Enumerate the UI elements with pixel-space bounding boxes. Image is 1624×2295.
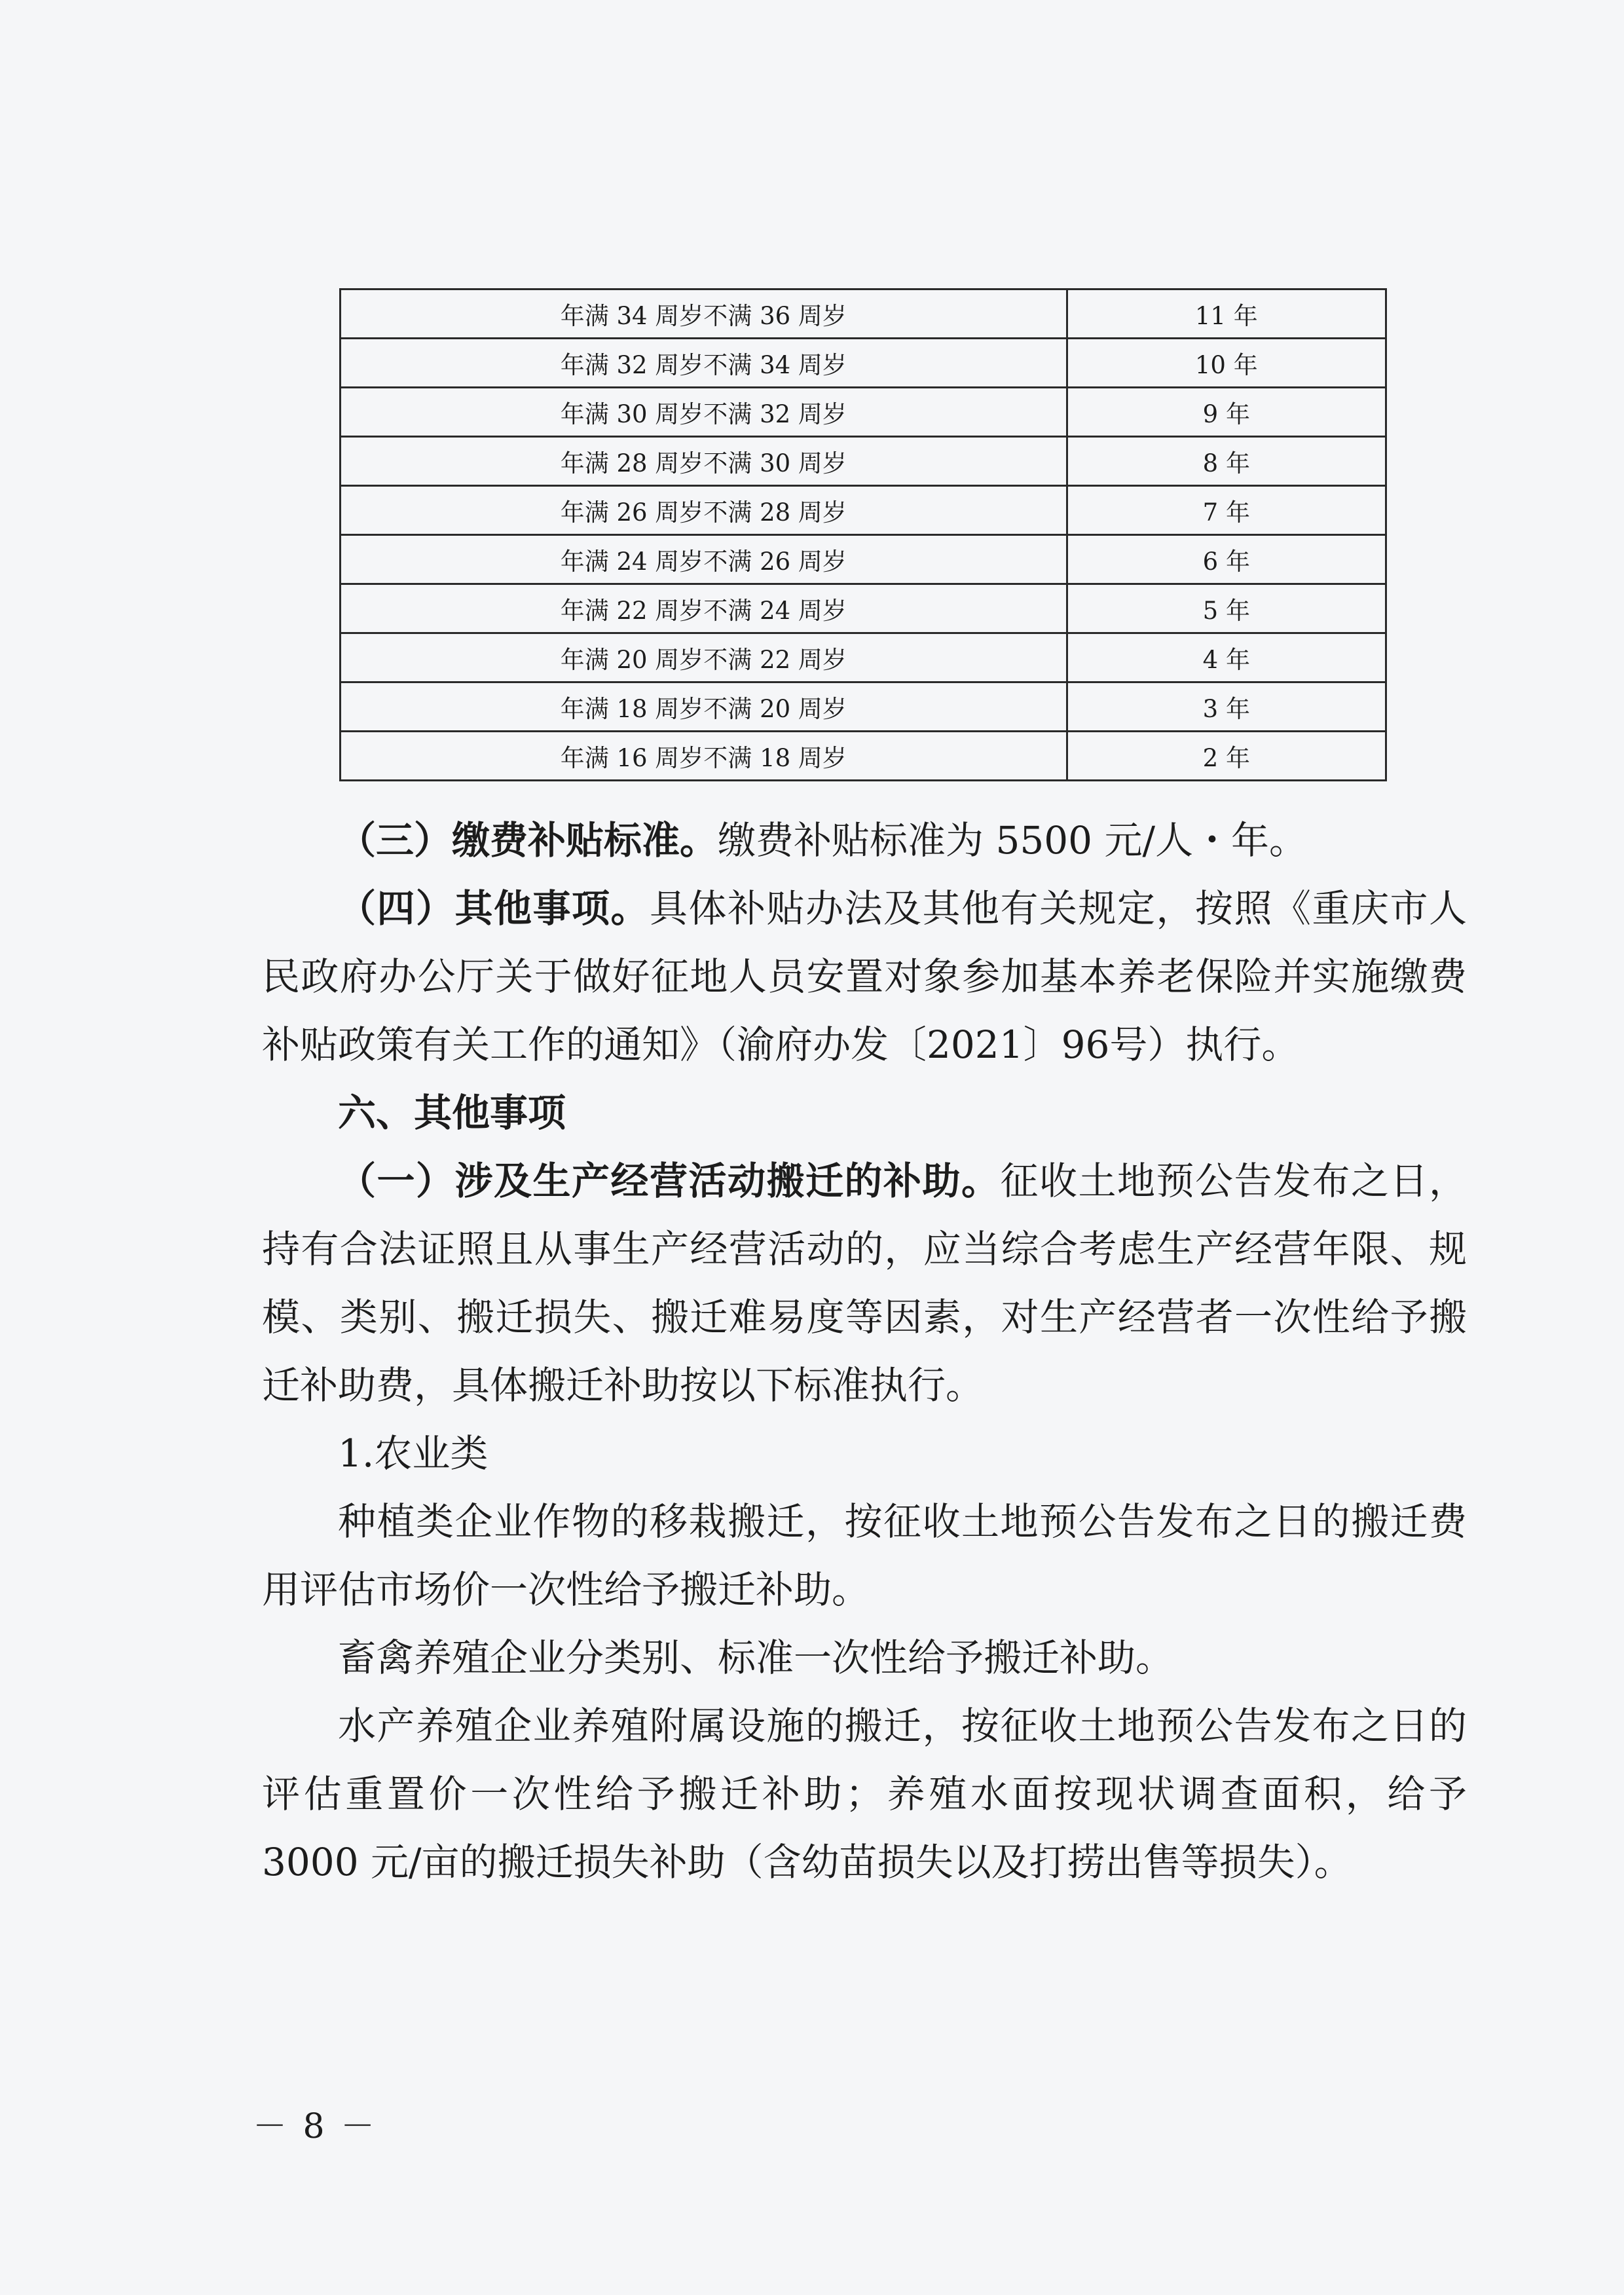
paragraph-aquaculture: 水产养殖企业养殖附属设施的搬迁，按征收土地预公告发布之日的评估重置价一次性给予搬迁补助；养殖水面按现状调查面积，给予 3000 元/亩的搬迁损失补助（含幼苗损失以及打捞出售等损失）。	[262, 1704, 1467, 1884]
age-range-cell: 年满 26 周岁不满 28 周岁	[341, 486, 1067, 535]
paragraph-label: （四）其他事项。	[338, 886, 650, 931]
years-cell: 3 年	[1067, 682, 1386, 732]
table-row	[341, 682, 1386, 732]
paragraph-contribution-standard	[262, 806, 1467, 874]
age-range-cell: 年满 16 周岁不满 18 周岁	[341, 732, 1067, 781]
paragraph-other-matters	[262, 874, 1467, 1079]
paragraph-label: （一）涉及生产经营活动搬迁的补助。	[338, 1159, 1001, 1203]
age-range-cell: 年满 18 周岁不满 20 周岁	[341, 682, 1067, 732]
table-row	[341, 732, 1386, 781]
table-row	[341, 289, 1386, 339]
years-cell: 7 年	[1067, 486, 1386, 535]
years-cell: 2 年	[1067, 732, 1386, 781]
age-range-cell: 年满 20 周岁不满 22 周岁	[341, 633, 1067, 682]
table-row	[341, 584, 1386, 633]
years-cell: 5 年	[1067, 584, 1386, 633]
age-range-cell: 年满 22 周岁不满 24 周岁	[341, 584, 1067, 633]
item-title-agriculture: 1.农业类	[338, 1431, 489, 1476]
table-row	[341, 388, 1386, 437]
years-cell: 11 年	[1067, 289, 1386, 339]
table-row	[341, 535, 1386, 584]
years-cell: 8 年	[1067, 437, 1386, 486]
age-range-cell: 年满 28 周岁不满 30 周岁	[341, 437, 1067, 486]
years-cell: 10 年	[1067, 339, 1386, 388]
years-cell: 6 年	[1067, 535, 1386, 584]
paragraph-text: 征收土地预公告发布之日，持有合法证照且从事生产经营活动的，应当综合考虑生产经营年限、规模、类别、搬迁损失、搬迁难易度等因素，对生产经营者一次性给予搬迁补助费，具体搬迁补助按以下标准执行。	[262, 1159, 1467, 1408]
age-range-cell: 年满 34 周岁不满 36 周岁	[341, 289, 1067, 339]
age-range-cell: 年满 24 周岁不满 26 周岁	[341, 535, 1067, 584]
paragraph-relocation-subsidy	[262, 1147, 1467, 1419]
table-row	[341, 339, 1386, 388]
table-row	[341, 486, 1386, 535]
paragraph-text: 缴费补贴标准为 5500 元/人・年。	[718, 818, 1308, 863]
years-cell: 9 年	[1067, 388, 1386, 437]
table-row	[341, 633, 1386, 682]
age-years-table	[339, 288, 1387, 781]
age-range-cell: 年满 32 周岁不满 34 周岁	[341, 339, 1067, 388]
page-number: － 8 －	[253, 2107, 378, 2146]
years-cell: 4 年	[1067, 633, 1386, 682]
section-heading: 六、其他事项	[338, 1091, 566, 1135]
table-body	[341, 289, 1386, 781]
paragraph-text: 具体补贴办法及其他有关规定，按照《重庆市人民政府办公厅关于做好征地人员安置对象参加基本养老保险并实施缴费补贴政策有关工作的通知》（渝府办发〔2021〕96号）执行。	[262, 886, 1467, 1067]
paragraph-planting: 种植类企业作物的移栽搬迁，按征收土地预公告发布之日的搬迁费用评估市场价一次性给予搬迁补助。	[262, 1499, 1467, 1612]
paragraph-livestock: 畜禽养殖企业分类别、标准一次性给予搬迁补助。	[338, 1635, 1174, 1680]
body-text	[262, 806, 1467, 1896]
paragraph-label: （三）缴费补贴标准。	[338, 818, 718, 863]
table-row	[341, 437, 1386, 486]
age-range-cell: 年满 30 周岁不满 32 周岁	[341, 388, 1067, 437]
